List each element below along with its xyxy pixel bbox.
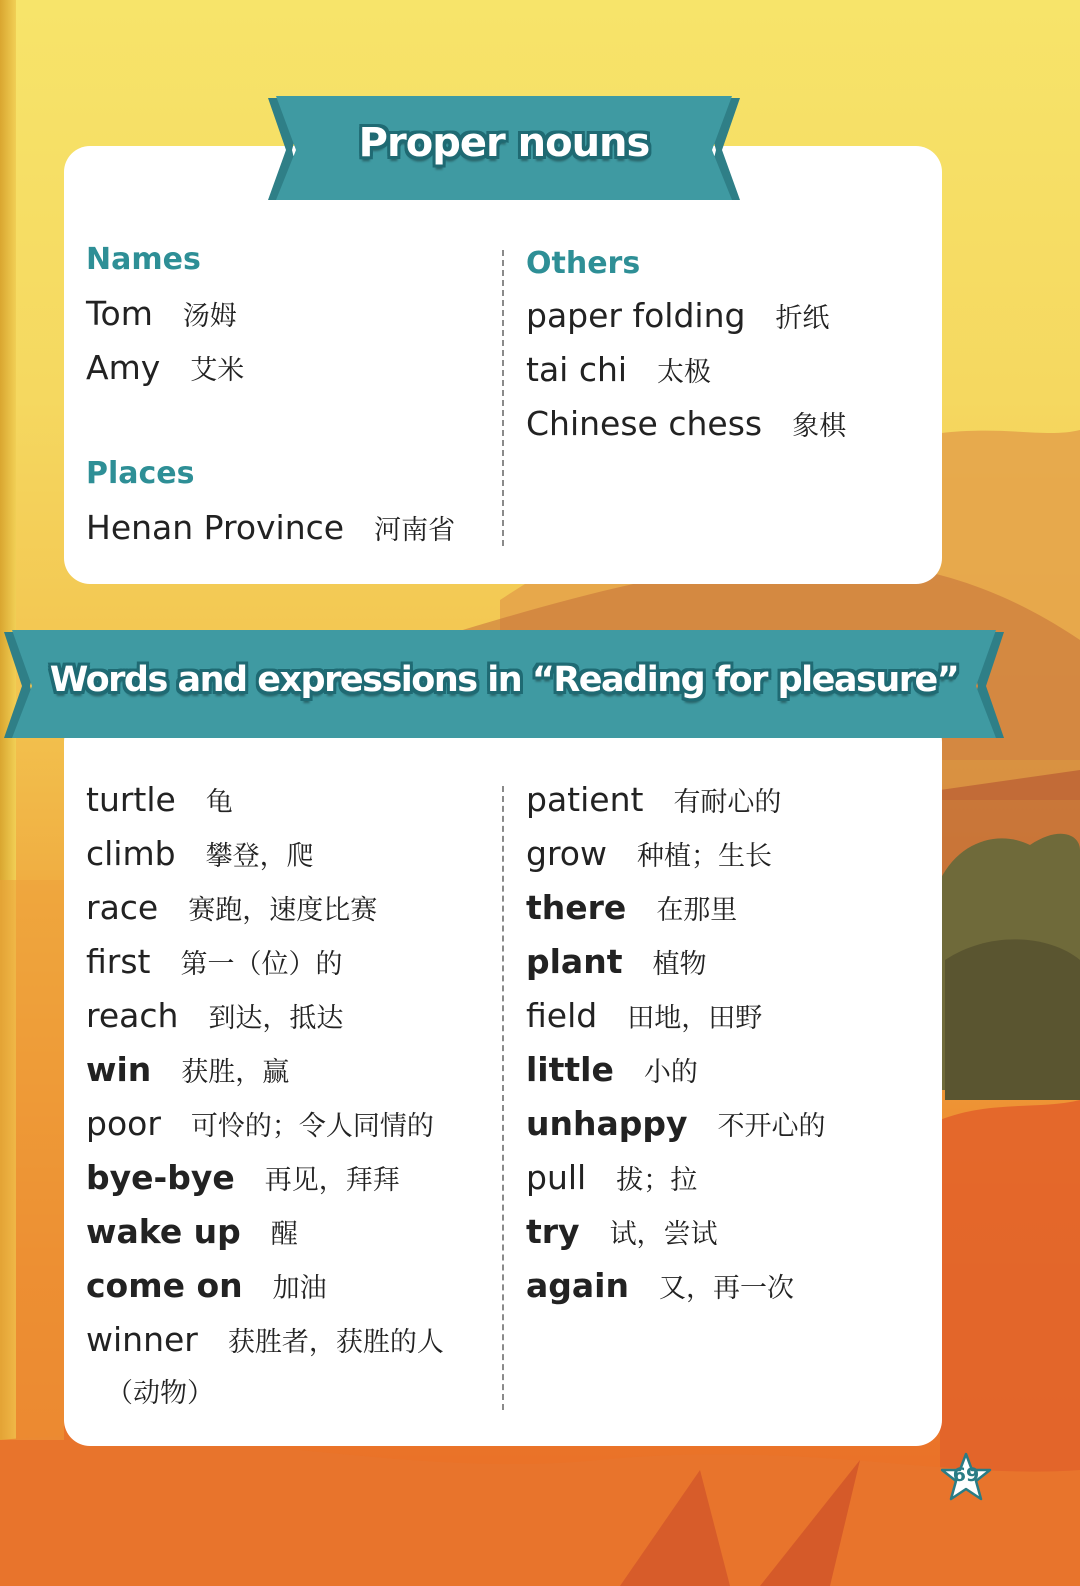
vocab-entry: Chinese chess 象棋 — [526, 404, 847, 443]
reading-title: Words and expressions in “Reading for pleasure” — [49, 660, 959, 700]
vocab-entry: try 试，尝试 — [526, 1212, 718, 1251]
vocab-entry: grow 种植；生长 — [526, 834, 772, 873]
vocab-entry: Henan Province 河南省 — [86, 508, 456, 547]
vocab-entry: poor 可怜的；令人同情的 — [86, 1104, 434, 1143]
proper-nouns-ribbon — [268, 96, 740, 204]
others-heading: Others — [526, 246, 641, 281]
page-number-badge — [940, 1452, 992, 1504]
vocab-entry: come on 加油 — [86, 1266, 327, 1305]
column-divider — [502, 250, 504, 546]
vocab-entry: wake up 醒 — [86, 1212, 298, 1251]
names-heading: Names — [86, 242, 201, 277]
vocab-entry: pull 拔；拉 — [526, 1158, 698, 1197]
vocab-entry: unhappy 不开心的 — [526, 1104, 826, 1143]
vocab-entry: winner 获胜者，获胜的人 — [86, 1320, 444, 1359]
vocab-entry: plant 植物 — [526, 942, 707, 981]
vocab-entry: first 第一（位）的 — [86, 942, 343, 981]
page-number: 69 — [952, 1464, 980, 1486]
vocab-entry: win 获胜，赢 — [86, 1050, 290, 1089]
vocab-entry: reach 到达，抵达 — [86, 996, 344, 1035]
vocab-entry: Tom 汤姆 — [86, 294, 237, 333]
vocab-entry: patient 有耐心的 — [526, 780, 782, 819]
vocab-entry: bye-bye 再见，拜拜 — [86, 1158, 400, 1197]
proper-nouns-title: Proper nouns — [358, 120, 650, 166]
places-heading: Places — [86, 456, 195, 491]
vocab-entry: Amy 艾米 — [86, 348, 245, 387]
vocab-entry: climb 攀登，爬 — [86, 834, 314, 873]
column-divider — [502, 786, 504, 1410]
vocab-entry: paper folding 折纸 — [526, 296, 830, 335]
vocab-entry-continuation: （动物） — [106, 1378, 214, 1409]
vocab-entry: race 赛跑，速度比赛 — [86, 888, 378, 927]
vocab-entry: again 又，再一次 — [526, 1266, 794, 1305]
vocab-entry: little 小的 — [526, 1050, 698, 1089]
vocab-entry: field 田地，田野 — [526, 996, 763, 1035]
vocab-entry: there 在那里 — [526, 888, 738, 927]
vocab-entry: tai chi 太极 — [526, 350, 712, 389]
reading-ribbon — [4, 630, 1004, 740]
vocab-entry: turtle 龟 — [86, 780, 233, 819]
